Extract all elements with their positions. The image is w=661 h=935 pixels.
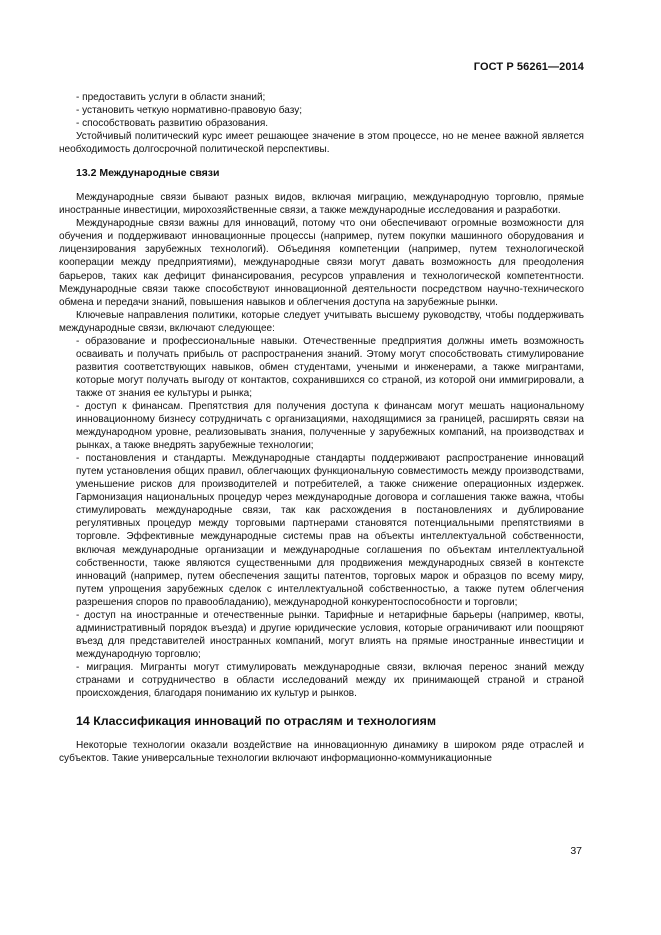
list-item: - предоставить услуги в области знаний; [76,92,266,103]
paragraph: Ключевые направления политики, которые следует учитывать высшему руководству, чтобы поддерживать международные связи, включают следующее: [59,309,584,334]
spacer [59,700,584,714]
list-item: - миграция. Мигранты могут стимулировать международные связи, включая перенос знаний между странами и сотрудничество в области исследований между их принимающей страной и страной происхождения, благодаря пониманию их культур и рынков. [76,661,584,700]
spacer [59,729,584,739]
list-item: - установить четкую нормативно-правовую базу; [76,105,303,117]
standard-code: ГОСТ Р 56261—2014 [473,61,584,73]
page-number: 37 [570,845,582,857]
spacer [59,156,584,167]
section-heading-13-2: 13.2 Международные связи [76,167,220,180]
paragraph: Некоторые технологии оказали воздействие на инновационную динамику в широком ряде отраслей и субъектов. Такие универсальные технологии включают информационно-коммуникационные [59,740,584,765]
list-item: - постановления и стандарты. Международные стандарты поддерживают распространение инноваций путем установления общих правил, облегчающих функциональную совместимость между производствами, уменьшение рисков для производителей и потребителей, а также снижение операционных издержек. Гармонизация национальных процедур через международные договора и соглашения также важна, чтобы стимулировать международные связи, так как расхождения в постановлениях и дублирование регулятивных процедур между торговыми партнерами становятся потенциальными препятствиями в торговле. Эффективные международные системы прав на объекты интеллектуальной собственности, включая международные организации и международные соглашения по объектам интеллектуальной собственности, также являются существенными для продвижения международных связей в контексте инноваций (например, путем обеспечения защиты патентов, торговых марок и образцов по всему миру, путем упрощения зарубежных сделок с интеллектуальной собственностью, а также путем облегчения разрешения споров по правообладанию), международной конкурентоспособности и торговли; [76,453,584,608]
list-item: - доступ к финансам. Препятствия для получения доступа к финансам могут мешать национальному инновационному бизнесу сотрудничать с организациями, находящимися за границей, расширять связи на международном уровне, реализовывать знания, полученные у зарубежных компаний, на производствах и рынках, а также внедрять зарубежные технологии; [76,400,584,452]
list-item: - доступ на иностранные и отечественные рынки. Тарифные и нетарифные барьеры (например, квоты, административный порядок въезда) и другие юридические условия, которые ограничивают или поощряют въезд для представителей иностранных компаний, могут влиять на прямые иностранные инвестиции и международную торговлю; [76,609,584,660]
paragraph: Международные связи важны для инноваций, потому что они обеспечивают огромные возможности для обучения и поддерживают инновационные процессы (например, путем покупки машинного оборудования и лицензирования зарубежных технологий). Объединяя компетенции (например, путем технологической кооперации между предприятиями), международные связи могут давать возможность для преодоления барьеров, таких как дефицит финансирования, ресурсов управления и технологической компетентности. Международные связи также способствуют инновационной деятельности посредством научно-технического обмена и передачи знаний, повышения навыков и облегчения доступа на зарубежные рынки. [59,218,584,308]
spacer [59,180,584,191]
document-body [59,91,584,765]
paragraph: Международные связи бывают разных видов, включая миграцию, международную торговлю, прямые иностранные инвестиции, мирохозяйственные связи, а также международные исследования и разработки. [59,192,584,217]
section-heading-14: 14 Классификация инноваций по отраслям и технологиям [76,714,437,729]
paragraph: Устойчивый политический курс имеет решающее значение в этом процессе, но не менее важной является необходимость долгосрочной политической перспективы. [59,131,584,156]
list-item: - способствовать развитию образования. [76,118,269,130]
list-item: - образование и профессиональные навыки. Отечественные предприятия должны иметь возможность осваивать и получать прибыль от распространения знаний. Этому могут способствовать стимулирование развития соответствующих навыков, обмен студентами, учеными и инженерами, а также мигрантами, которые могут получать выгоду от контактов, сохранившихся со страной, из которой они иммигрировали, а также от знания ее культуры и рынка; [76,335,584,399]
